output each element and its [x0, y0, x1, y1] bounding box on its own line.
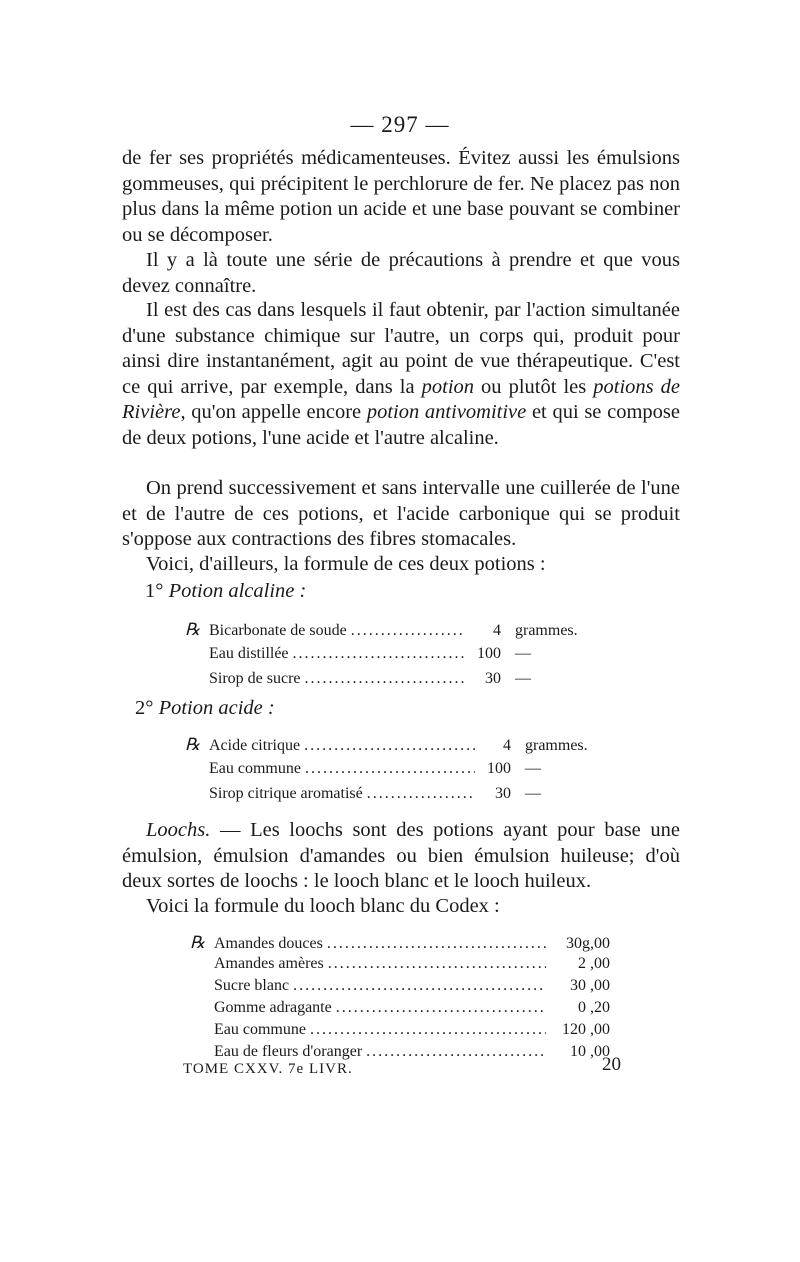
ingredient-name: Acide citrique: [209, 737, 301, 754]
ingredient-name: Eau commune: [209, 760, 301, 777]
ingredient-quantity: 2 ,00: [578, 955, 610, 972]
potion-acide-title: Potion acide :: [158, 697, 275, 719]
ingredient-quantity: 10 ,00: [570, 1043, 610, 1060]
paragraph-3: [122, 298, 680, 451]
ingredient-quantity: 30 ,00: [570, 977, 610, 994]
leader-dots: [293, 977, 546, 995]
ingredient-name: Eau commune: [214, 1021, 306, 1038]
ingredient-quantity: 4: [503, 737, 511, 754]
paragraph-4: On prend successivement et sans intervalle une cuillerée de l'une et de l'autre de ces potions, et l'acide carbonique qui se produit s'oppose aux contractions des fibres stomacales.: [122, 477, 680, 550]
leader-dots: [366, 1043, 546, 1061]
paragraph-codex-intro: Voici la formule du looch blanc du Codex :: [146, 895, 500, 917]
leader-dots: [305, 670, 465, 688]
ingredient-unit: —: [525, 785, 541, 802]
ingredient-quantity: 4: [493, 622, 501, 639]
ingredient-quantity: 30: [485, 670, 501, 687]
recipe-icon: ℞: [185, 735, 201, 754]
table-row: [185, 670, 595, 688]
ingredient-quantity: 100: [477, 645, 501, 662]
leader-dots: [310, 1021, 546, 1039]
ingredient-unit: grammes.: [525, 737, 588, 754]
ingredient-name: Eau de fleurs d'oranger: [214, 1043, 363, 1060]
leader-dots: [336, 999, 546, 1017]
paragraph-3-italic-antivomitive: potion antivomitive: [366, 401, 527, 423]
recipe-icon: ℞: [190, 933, 206, 952]
leader-dots: [293, 645, 465, 663]
paragraph-3-text-g: et qui se compose de deux potions, l'une acide et l'autre alcaline.: [122, 401, 680, 449]
signature-number: 20: [602, 1054, 621, 1075]
loochs-text: — Les loochs sont des potions ayant pour base une émulsion, émulsion d'amandes ou bien émulsion huileuse; d'où deux sortes de loochs : le looch blanc et le looch huileux.: [122, 819, 680, 892]
leader-dots: [367, 785, 475, 803]
paragraph-1: de fer ses propriétés médicamenteuses. Évitez aussi les émulsions gommeuses, qui précipitent le perchlorure de fer. Ne placez pas non plus dans la même potion un acide et une base pouvant se combiner ou se décomposer.: [122, 147, 680, 246]
ingredient-name: Eau distillée: [209, 645, 289, 662]
potion-alcaline-title: Potion alcaline :: [168, 580, 307, 602]
table-row: [190, 1021, 610, 1039]
leader-dots: [304, 737, 475, 755]
table-row: [190, 933, 610, 953]
potion-acide-label: [135, 697, 275, 720]
leader-dots: [351, 622, 465, 640]
recipe-icon: ℞: [185, 620, 201, 639]
ingredient-name: Amandes douces: [214, 935, 323, 952]
ingredient-unit: —: [515, 670, 531, 687]
ingredient-quantity: 0 ,20: [578, 999, 610, 1016]
ingredient-name: Gomme adragante: [214, 999, 332, 1016]
leader-dots: [327, 935, 546, 953]
table-row: [185, 735, 605, 755]
ingredient-unit: grammes.: [515, 622, 578, 639]
leader-dots: [328, 955, 546, 973]
paragraph-loochs: [122, 818, 680, 895]
table-row: [185, 760, 605, 778]
loochs-heading: Loochs.: [146, 819, 211, 841]
page-number: — 297 —: [350, 112, 450, 137]
ingredient-name: Sucre blanc: [214, 977, 290, 994]
ingredient-name: Sirop citrique aromatisé: [209, 785, 363, 802]
table-row: [190, 1043, 610, 1061]
paragraph-2: Il y a là toute une série de précautions à prendre et que vous devez connaître.: [122, 249, 680, 297]
paragraph-3-italic-riviere: potions de Rivière: [122, 375, 680, 423]
ingredient-quantity: 30g,00: [566, 935, 610, 952]
potion-acide-number: 2°: [135, 697, 154, 719]
ingredient-quantity: 100: [487, 760, 511, 777]
ingredient-unit: —: [515, 645, 531, 662]
paragraph-3-text-a: Il est des cas dans lesquels il faut obtenir, par l'action simultanée d'une substance chimique sur l'autre, un corps qui, produit pour ainsi dire instantanément, agit au point de vue thérapeutique. C'est ce qui arrive, par exemple, dans la: [122, 299, 680, 398]
volume-signature: TOME CXXV. 7e LIVR.: [183, 1061, 353, 1077]
leader-dots: [305, 760, 475, 778]
table-row: [185, 785, 605, 803]
table-row: [190, 977, 610, 995]
ingredient-unit: —: [525, 760, 541, 777]
table-row: [190, 955, 610, 973]
ingredient-name: Sirop de sucre: [209, 670, 301, 687]
table-row: [190, 999, 610, 1017]
ingredient-quantity: 120 ,00: [562, 1021, 610, 1038]
paragraph-3-text-c: ou plutôt les: [474, 375, 594, 398]
paragraph-3-text-e: , qu'on appelle encore: [180, 401, 367, 423]
table-row: [185, 620, 595, 640]
paragraph-3-italic-potion: potion: [421, 375, 475, 398]
ingredient-quantity: 30: [495, 785, 511, 802]
paragraph-5: Voici, d'ailleurs, la formule de ces deux potions :: [146, 553, 546, 575]
potion-alcaline-label: [145, 580, 306, 603]
table-row: [185, 645, 595, 663]
ingredient-name: Bicarbonate de soude: [209, 622, 347, 639]
ingredient-name: Amandes amères: [214, 955, 324, 972]
potion-alcaline-number: 1°: [145, 580, 164, 602]
